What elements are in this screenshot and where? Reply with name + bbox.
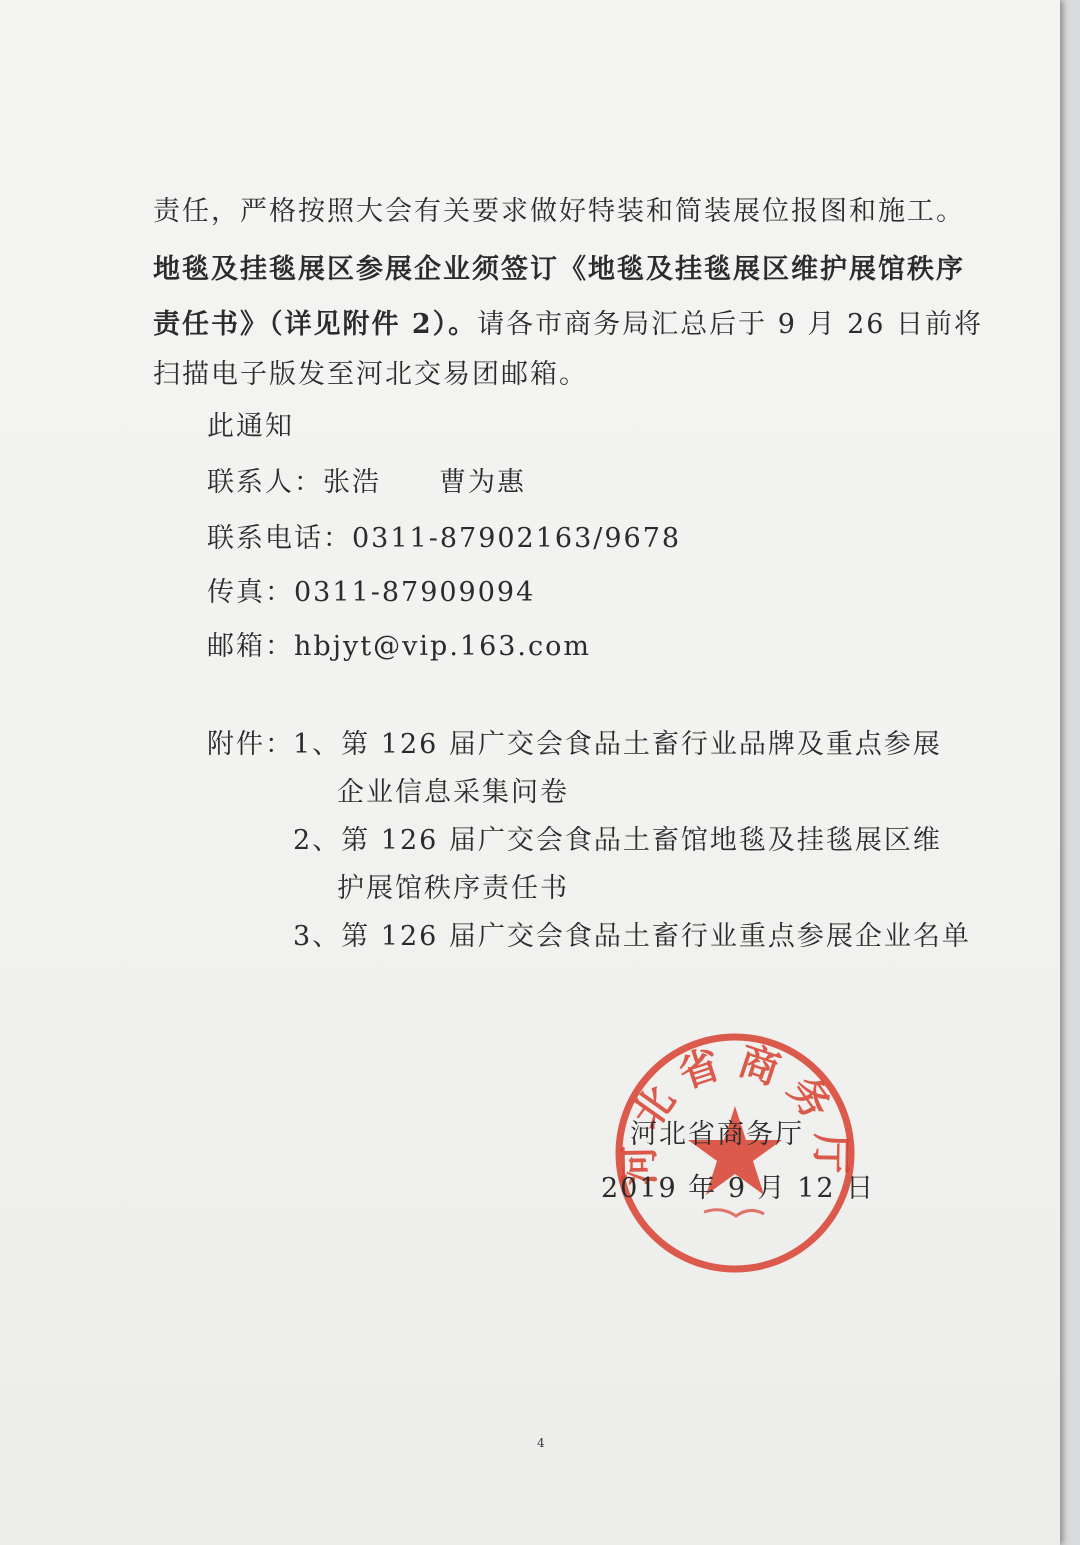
contact-email: 邮箱：hbjyt@vip.163.com	[207, 631, 591, 662]
attachment-2-line-2: 护展馆秩序责任书	[337, 873, 569, 904]
contact-fax: 传真：0311-87909094	[207, 577, 536, 608]
signature-org: 河北省商务厅	[630, 1119, 804, 1150]
contact-person: 联系人：张浩 曹为惠	[207, 467, 526, 498]
seal-mark	[704, 1210, 764, 1216]
body-line-2: 地毯及挂毯展区参展企业须签订《地毯及挂毯展区维护展馆秩序	[153, 254, 965, 285]
official-seal-stamp	[612, 1030, 858, 1276]
contact-phone: 联系电话：0311-87902163/9678	[207, 523, 682, 554]
body-line-3-bold: 责任书》（详见附件 2）。	[153, 309, 478, 340]
closing-text: 此通知	[207, 411, 294, 442]
attachment-2-line-1: 2、第 126 届广交会食品土畜馆地毯及挂毯展区维	[293, 825, 942, 856]
seal-arc-textpath: 河北省商务厅	[615, 1036, 855, 1187]
signature-date: 2019 年 9 月 12 日	[601, 1173, 876, 1204]
attachment-3: 3、第 126 届广交会食品土畜行业重点参展企业名单	[293, 921, 971, 952]
body-line-1: 责任，严格按照大会有关要求做好特装和简装展位报图和施工。	[153, 196, 965, 227]
body-line-3-rest: 请各市商务局汇总后于 9 月 26 日前将	[477, 309, 984, 340]
attachments-label: 附件：	[207, 729, 294, 760]
attachment-1-line-2: 企业信息采集问卷	[337, 777, 569, 808]
body-line-4: 扫描电子版发至河北交易团邮箱。	[153, 359, 588, 390]
attachment-1-line-1: 1、第 126 届广交会食品土畜行业品牌及重点参展	[293, 729, 942, 760]
body-line-3	[153, 302, 983, 341]
page-number: 4	[537, 1436, 545, 1450]
